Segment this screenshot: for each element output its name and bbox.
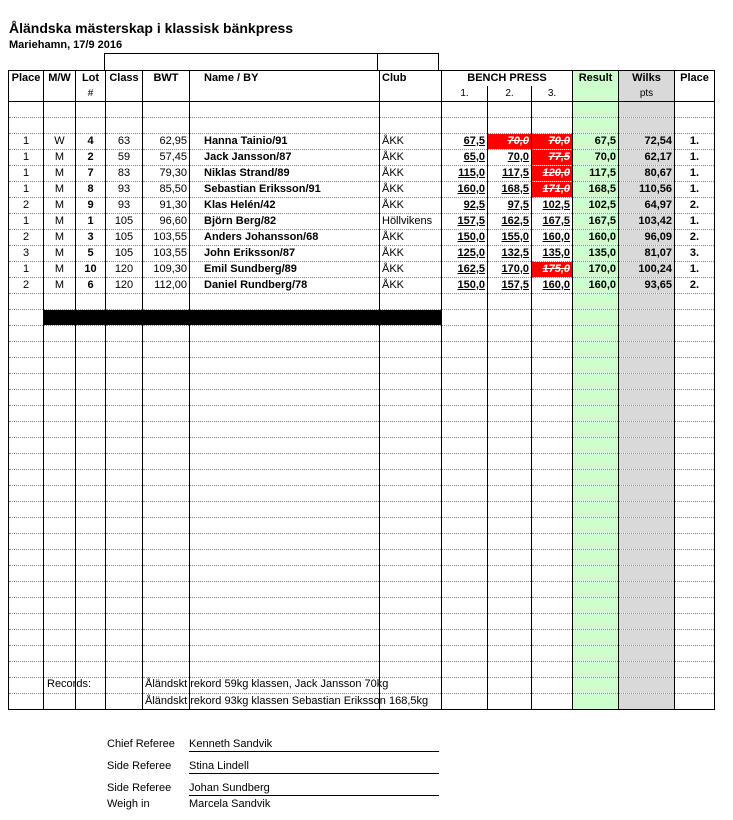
cell-result: 160,0 — [573, 278, 619, 294]
cell-lot: 8 — [76, 182, 106, 198]
cell-attempt-3 — [532, 150, 573, 166]
empty-row — [9, 486, 715, 502]
cell-place: 2 — [9, 278, 44, 294]
attempt-value: 117,5 — [502, 167, 529, 179]
cell-attempt-1 — [442, 262, 488, 278]
cell-attempt-1 — [442, 278, 488, 294]
cell-attempt-2 — [488, 262, 532, 278]
cell-attempt-1 — [442, 166, 488, 182]
cell-name: Emil Sundberg/89 — [190, 262, 380, 278]
attempt-value: 70,0 — [507, 151, 529, 163]
attempt-value: 162,5 — [501, 215, 529, 227]
results-table — [8, 70, 715, 710]
cell-name: Daniel Rundberg/78 — [190, 278, 380, 294]
cell-wilks: 103,42 — [619, 214, 675, 230]
attempt-value: 120,0 — [542, 167, 570, 179]
attempt-value: 92,5 — [463, 199, 485, 211]
empty-row — [9, 582, 715, 598]
cell-result: 102,5 — [573, 198, 619, 214]
cell-class: 105 — [106, 230, 143, 246]
cell-attempt-1 — [442, 214, 488, 230]
cell-rank: 1. — [675, 134, 715, 150]
cell-rank: 1. — [675, 166, 715, 182]
cell-result: 67,5 — [573, 134, 619, 150]
cell-attempt-1 — [442, 246, 488, 262]
empty-row — [9, 438, 715, 454]
cell-wilks: 62,17 — [619, 150, 675, 166]
side-referee-2-value: Johan Sundberg — [189, 781, 439, 796]
cell-attempt-3 — [532, 198, 573, 214]
empty-row — [9, 342, 715, 358]
col-lot-hash: # — [76, 86, 106, 102]
table-row — [9, 182, 715, 198]
cell-bwt: 85,50 — [143, 182, 190, 198]
cell-wilks: 64,97 — [619, 198, 675, 214]
empty-row — [9, 406, 715, 422]
cell-club: ÅKK — [380, 278, 442, 294]
table-row — [9, 214, 715, 230]
cell-lot: 2 — [76, 150, 106, 166]
cell-club: Höllvikens — [380, 214, 442, 230]
cell-result: 70,0 — [573, 150, 619, 166]
cell-place: 1 — [9, 166, 44, 182]
col-name: Name / BY — [190, 71, 380, 87]
cell-mw: M — [44, 262, 76, 278]
cell-attempt-3 — [532, 278, 573, 294]
attempt-value: 170,0 — [501, 263, 529, 275]
attempt-value: 162,5 — [457, 263, 485, 275]
cell-class: 63 — [106, 134, 143, 150]
cell-result: 168,5 — [573, 182, 619, 198]
col-place2: Place — [675, 71, 715, 87]
cell-name: Hanna Tainio/91 — [190, 134, 380, 150]
cell-bwt: 112,00 — [143, 278, 190, 294]
attempt-value: 115,0 — [458, 167, 485, 179]
cell-class: 93 — [106, 198, 143, 214]
col-club: Club — [380, 71, 442, 87]
cell-mw: M — [44, 246, 76, 262]
col-mw: M/W — [44, 71, 76, 87]
col-result: Result — [573, 71, 619, 87]
cell-result: 135,0 — [573, 246, 619, 262]
cell-attempt-2 — [488, 278, 532, 294]
cell-attempt-2 — [488, 230, 532, 246]
cell-place: 1 — [9, 262, 44, 278]
cell-name: Klas Helén/42 — [190, 198, 380, 214]
cell-class: 120 — [106, 262, 143, 278]
side-referee-1-value: Stina Lindell — [189, 759, 439, 774]
record-line-1: Åländskt rekord 59kg klassen, Jack Jansson 70kg — [145, 678, 389, 690]
empty-row — [9, 374, 715, 390]
empty-row — [9, 662, 715, 678]
page-subtitle: Mariehamn, 17/9 2016 — [9, 39, 123, 51]
attempt-value: 167,5 — [542, 215, 570, 227]
attempt-value: 135,0 — [542, 247, 570, 259]
cell-bwt: 103,55 — [143, 230, 190, 246]
table-row — [9, 278, 715, 294]
header-box — [104, 53, 439, 70]
cell-attempt-3 — [532, 214, 573, 230]
chief-referee-value: Kenneth Sandvik — [189, 737, 439, 752]
cell-lot: 5 — [76, 246, 106, 262]
empty-row — [9, 630, 715, 646]
empty-row — [9, 102, 715, 118]
attempt-value: 132,5 — [501, 247, 529, 259]
cell-attempt-3 — [532, 262, 573, 278]
cell-wilks: 100,24 — [619, 262, 675, 278]
cell-mw: M — [44, 166, 76, 182]
cell-attempt-2 — [488, 198, 532, 214]
record-line-2: Åländskt rekord 93kg klassen Sebastian Eriksson 168,5kg — [145, 695, 429, 707]
chief-referee-label: Chief Referee — [107, 738, 175, 750]
empty-row — [9, 422, 715, 438]
cell-attempt-1 — [442, 150, 488, 166]
empty-row — [9, 598, 715, 614]
side-referee-1-label: Side Referee — [107, 760, 172, 772]
empty-row — [9, 614, 715, 630]
attempt-value: 160,0 — [542, 279, 570, 291]
empty-row — [9, 646, 715, 662]
empty-row — [9, 118, 715, 134]
cell-result: 170,0 — [573, 262, 619, 278]
attempt-value: 102,5 — [542, 199, 570, 211]
cell-place: 1 — [9, 134, 44, 150]
cell-name: Anders Johansson/68 — [190, 230, 380, 246]
cell-attempt-2 — [488, 246, 532, 262]
cell-class: 120 — [106, 278, 143, 294]
cell-name: John Eriksson/87 — [190, 246, 380, 262]
empty-row — [9, 470, 715, 486]
cell-lot: 9 — [76, 198, 106, 214]
empty-row — [9, 358, 715, 374]
cell-mw: M — [44, 230, 76, 246]
attempt-value: 70,0 — [507, 135, 529, 147]
cell-wilks: 72,54 — [619, 134, 675, 150]
empty-row — [9, 326, 715, 342]
cell-wilks: 96,09 — [619, 230, 675, 246]
attempt-value: 160,0 — [542, 231, 570, 243]
empty-row — [9, 566, 715, 582]
cell-rank: 3. — [675, 246, 715, 262]
col-lot: Lot — [76, 71, 106, 87]
separator-bar-row — [9, 310, 715, 326]
side-referee-2-label: Side Referee — [107, 782, 172, 794]
cell-mw: M — [44, 150, 76, 166]
cell-attempt-2 — [488, 182, 532, 198]
table-row — [9, 198, 715, 214]
cell-rank: 1. — [675, 182, 715, 198]
cell-rank: 1. — [675, 262, 715, 278]
col-place: Place — [9, 71, 44, 87]
attempt-value: 77,5 — [548, 151, 570, 163]
cell-rank: 1. — [675, 150, 715, 166]
cell-class: 105 — [106, 214, 143, 230]
cell-name: Sebastian Eriksson/91 — [190, 182, 380, 198]
table-row — [9, 134, 715, 150]
cell-rank: 2. — [675, 230, 715, 246]
page-title: Åländska mästerskap i klassisk bänkpress — [9, 20, 294, 36]
cell-class: 93 — [106, 182, 143, 198]
cell-club: ÅKK — [380, 246, 442, 262]
attempt-value: 168,5 — [501, 183, 529, 195]
cell-lot: 7 — [76, 166, 106, 182]
cell-place: 1 — [9, 150, 44, 166]
cell-bwt: 57,45 — [143, 150, 190, 166]
cell-lot: 1 — [76, 214, 106, 230]
cell-attempt-2 — [488, 166, 532, 182]
col-class: Class — [106, 71, 143, 87]
attempt-value: 150,0 — [457, 279, 485, 291]
cell-place: 3 — [9, 246, 44, 262]
records-label: Records: — [47, 678, 92, 690]
attempt-value: 65,0 — [463, 151, 485, 163]
cell-bwt: 109,30 — [143, 262, 190, 278]
cell-wilks: 110,56 — [619, 182, 675, 198]
table-row — [9, 230, 715, 246]
cell-wilks: 81,07 — [619, 246, 675, 262]
attempt-value: 155,0 — [501, 231, 529, 243]
cell-lot: 10 — [76, 262, 106, 278]
col-wilks-pts: pts — [619, 86, 675, 102]
weigh-in-label: Weigh in — [107, 798, 150, 810]
weigh-in-value: Marcela Sandvik — [189, 798, 271, 810]
empty-row — [9, 390, 715, 406]
cell-rank: 2. — [675, 278, 715, 294]
empty-row — [9, 294, 715, 310]
cell-attempt-1 — [442, 134, 488, 150]
cell-attempt-1 — [442, 198, 488, 214]
table-row — [9, 262, 715, 278]
cell-place: 2 — [9, 230, 44, 246]
cell-wilks: 80,67 — [619, 166, 675, 182]
cell-attempt-2 — [488, 214, 532, 230]
attempt-value: 67,5 — [463, 135, 485, 147]
attempt-value: 125,0 — [457, 247, 485, 259]
attempt-value: 150,0 — [457, 231, 485, 243]
cell-rank: 1. — [675, 214, 715, 230]
empty-row — [9, 534, 715, 550]
col-attempt-2: 2. — [488, 86, 532, 102]
cell-club: ÅKK — [380, 198, 442, 214]
col-attempt-3: 3. — [532, 86, 573, 102]
cell-name: Niklas Strand/89 — [190, 166, 380, 182]
cell-bwt: 91,30 — [143, 198, 190, 214]
col-wilks: Wilks — [619, 71, 675, 87]
cell-lot: 4 — [76, 134, 106, 150]
table-row — [9, 246, 715, 262]
attempt-value: 171,0 — [542, 183, 570, 195]
cell-place: 1 — [9, 182, 44, 198]
cell-mw: M — [44, 198, 76, 214]
table-row — [9, 166, 715, 182]
cell-mw: M — [44, 278, 76, 294]
cell-bwt: 62,95 — [143, 134, 190, 150]
cell-attempt-3 — [532, 182, 573, 198]
cell-attempt-3 — [532, 246, 573, 262]
cell-club: ÅKK — [380, 182, 442, 198]
cell-mw: M — [44, 214, 76, 230]
empty-row — [9, 518, 715, 534]
cell-result: 117,5 — [573, 166, 619, 182]
cell-result: 160,0 — [573, 230, 619, 246]
cell-attempt-3 — [532, 166, 573, 182]
cell-attempt-3 — [532, 134, 573, 150]
cell-class: 105 — [106, 246, 143, 262]
cell-result: 167,5 — [573, 214, 619, 230]
cell-place: 2 — [9, 198, 44, 214]
attempt-value: 157,5 — [457, 215, 485, 227]
col-attempt-1: 1. — [442, 86, 488, 102]
empty-row — [9, 550, 715, 566]
cell-club: ÅKK — [380, 230, 442, 246]
attempt-value: 175,0 — [542, 263, 570, 275]
cell-class: 59 — [106, 150, 143, 166]
cell-mw: W — [44, 134, 76, 150]
cell-bwt: 103,55 — [143, 246, 190, 262]
attempt-value: 157,5 — [501, 279, 529, 291]
cell-wilks: 93,65 — [619, 278, 675, 294]
cell-club: ÅKK — [380, 262, 442, 278]
cell-rank: 2. — [675, 198, 715, 214]
cell-name: Björn Berg/82 — [190, 214, 380, 230]
cell-bwt: 96,60 — [143, 214, 190, 230]
cell-attempt-1 — [442, 230, 488, 246]
cell-lot: 3 — [76, 230, 106, 246]
cell-class: 83 — [106, 166, 143, 182]
cell-name: Jack Jansson/87 — [190, 150, 380, 166]
cell-club: ÅKK — [380, 134, 442, 150]
attempt-value: 97,5 — [507, 199, 529, 211]
cell-club: ÅKK — [380, 150, 442, 166]
col-bwt: BWT — [143, 71, 190, 87]
attempt-value: 70,0 — [548, 135, 570, 147]
cell-place: 1 — [9, 214, 44, 230]
cell-attempt-2 — [488, 134, 532, 150]
cell-attempt-1 — [442, 182, 488, 198]
cell-attempt-2 — [488, 150, 532, 166]
cell-lot: 6 — [76, 278, 106, 294]
empty-row — [9, 502, 715, 518]
attempt-value: 160,0 — [457, 183, 485, 195]
cell-attempt-3 — [532, 230, 573, 246]
table-row — [9, 150, 715, 166]
cell-club: ÅKK — [380, 166, 442, 182]
col-bench-press: BENCH PRESS — [442, 71, 573, 87]
cell-bwt: 79,30 — [143, 166, 190, 182]
cell-mw: M — [44, 182, 76, 198]
empty-row — [9, 454, 715, 470]
